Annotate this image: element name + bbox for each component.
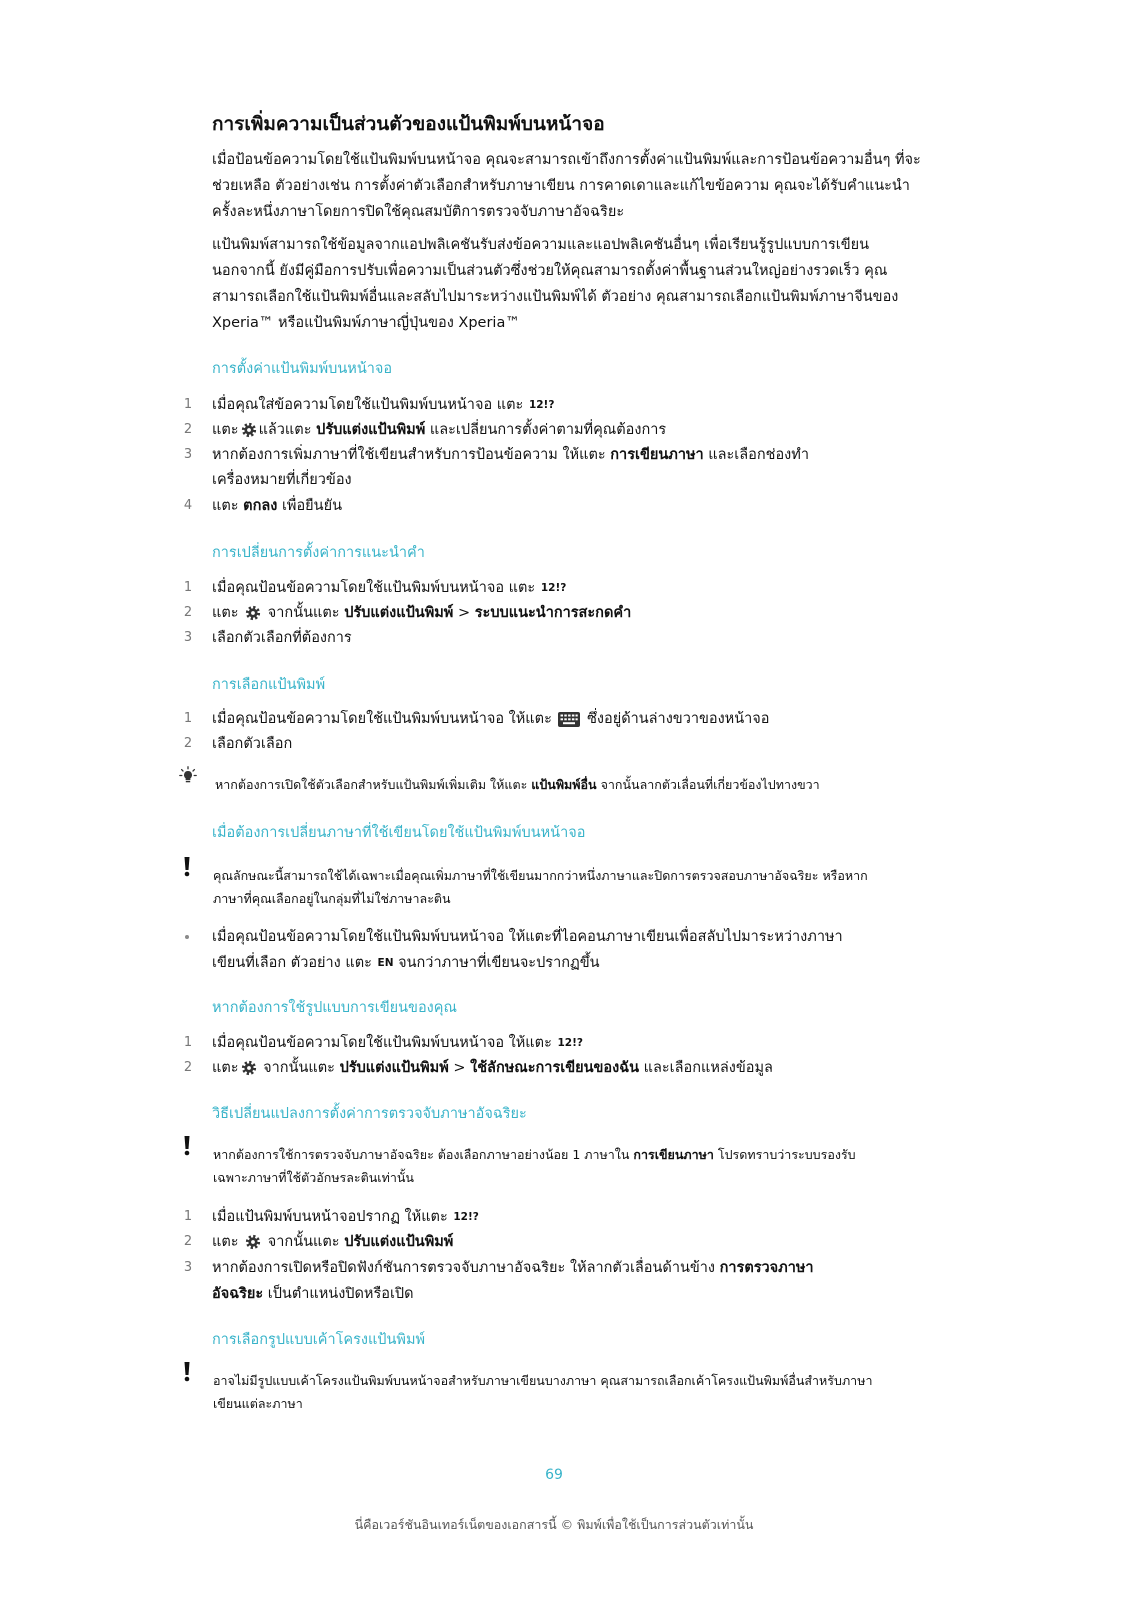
note-text-line: คุณลักษณะนี้สามารถใช้ได้เฉพาะเมื่อคุณเพิ่มภาษาที่ใช้เขียนมากกว่าหนึ่งภาษาและปิดการตรวจสอบภาษาอัจฉริยะ หรือหาก [213,868,868,883]
step-text-segment: หากต้องการเพิ่มภาษาที่ใช้เขียนสำหรับการป้อนข้อความ ให้แตะ [212,447,611,463]
step-text [212,393,554,417]
step-text [212,418,666,442]
step-number: 4 [183,498,193,513]
intro-paragraph-2-line: สามารถเลือกใช้แป้นพิมพ์อื่นและสลับไปมาระหว่างแป้นพิมพ์ได้ ตัวอย่าง คุณสามารถเลือกแป้นพิมพ์ภาษาจีนของ [212,289,899,305]
exclamation-note-icon [183,1136,191,1156]
step-text [212,601,631,625]
tip-text-segment: หากต้องการเปิดใช้ตัวเลือกสำหรับแป้นพิมพ์เพิ่มเติม ให้แตะ [215,777,532,792]
step-text-segment: แตะ [212,1060,239,1076]
step-text-segment: เมื่อคุณใส่ข้อความโดยใช้แป้นพิมพ์บนหน้าจอ แตะ [212,397,528,413]
note-text-segment: โปรดทราบว่าระบบรองรับ [713,1147,856,1162]
section-heading: การเปลี่ยนการตั้งค่าการแนะนำคำ [212,545,425,561]
menu-name-bold: ปรับแต่งแป้นพิมพ์ [339,1060,449,1076]
menu-name-bold: ปรับแต่งแป้นพิมพ์ [344,1234,454,1250]
menu-name-bold: ใช้ลักษณะการเขียนของฉัน [470,1060,640,1076]
step-text-segment: และเลือกแหล่งข้อมูล [639,1060,773,1076]
step-text-segment: แตะ [212,605,244,621]
step-number: 2 [183,736,193,751]
step-text-segment: และเลือกช่องทำ [703,447,809,463]
gear-icon [245,1234,261,1250]
menu-name-bold: ปรับแต่งแป้นพิมพ์ [344,605,454,621]
step-number: 1 [183,1209,193,1224]
intro-paragraph-1-line: เมื่อป้อนข้อความโดยใช้แป้นพิมพ์บนหน้าจอ คุณจะสามารถเข้าถึงการตั้งค่าแป้นพิมพ์และการป้อนข้อความอื่นๆ ที่จะ [212,152,921,168]
menu-name-bold: อัจฉริยะ [212,1286,264,1302]
note-text-line: เขียนแต่ละภาษา [213,1396,303,1411]
menu-name-bold: การเขียนภาษา [633,1147,714,1162]
step-text-continuation: เครื่องหมายที่เกี่ยวข้อง [212,472,352,488]
note-text-line [213,1143,856,1167]
step-text-segment: แตะ [212,1234,244,1250]
step-number: 1 [183,397,193,412]
step-text-segment: จากนั้นแตะ [263,605,345,621]
menu-name-bold: แป้นพิมพ์อื่น [531,777,597,792]
lightbulb-tip-icon [179,766,197,784]
section-heading: หากต้องการใช้รูปแบบการเขียนของคุณ [212,1000,457,1016]
step-text-segment: ซึ่งอยู่ด้านล่างขวาของหน้าจอ [582,711,770,727]
intro-paragraph-2-line: แป้นพิมพ์สามารถใช้ข้อมูลจากแอปพลิเคชันรับส่งข้อความและแอปพลิเคชันอื่นๆ เพื่อเรียนรู้รูปแบบการเขียน [212,237,870,253]
exclamation-note-icon [183,1362,191,1382]
note-text-line: เฉพาะภาษาที่ใช้ตัวอักษรละตินเท่านั้น [213,1170,414,1185]
step-number: 3 [183,447,193,462]
section-heading: วิธีเปลี่ยนแปลงการตั้งค่าการตรวจจับภาษาอัจฉริยะ [212,1106,527,1122]
list-bullet [185,935,189,939]
step-text: เลือกตัวเลือกที่ต้องการ [212,630,352,646]
step-text-segment: จากนั้นแตะ [258,1060,340,1076]
gear-icon [245,605,261,621]
gear-icon [241,422,257,438]
page-footer: นี่คือเวอร์ชันอินเทอร์เน็ตของเอกสารนี้ © พิมพ์เพื่อใช้เป็นการส่วนตัวเท่านั้น [354,1517,754,1532]
step-text-segment: เป็นตำแหน่งปิดหรือเปิด [263,1286,414,1302]
section-heading: การตั้งค่าแป้นพิมพ์บนหน้าจอ [212,361,393,377]
menu-name-bold: การเขียนภาษา [610,447,704,463]
tip-text-segment: จากนั้นลากตัวเลื่อนที่เกี่ยวข้องไปทางขวา [596,777,820,792]
step-text-segment: แล้วแตะ [258,422,317,438]
step-text-segment: เมื่อแป้นพิมพ์บนหน้าจอปรากฏ ให้แตะ [212,1209,453,1225]
menu-separator: > [453,605,475,621]
step-number: 2 [183,1234,193,1249]
keyboard-icon [558,712,580,727]
step-number: 1 [183,580,193,595]
intro-paragraph-1-line: ช่วยเหลือ ตัวอย่างเช่น การตั้งค่าตัวเลือกสำหรับภาษาเขียน การคาดเดาและแก้ไขข้อความ คุณจะได้รับคำแนะนำ [212,178,910,194]
bullet-text-segment: เขียนที่เลือก ตัวอย่าง แตะ [212,955,377,971]
page-number: 69 [545,1467,563,1483]
step-text [212,576,566,600]
tip-text [215,773,820,797]
language-key-label: EN [377,957,394,969]
symbols-key-label: 12!? [453,1211,479,1223]
step-text-segment: เมื่อคุณป้อนข้อความโดยใช้แป้นพิมพ์บนหน้าจอ ให้แตะ [212,1035,557,1051]
section-heading: การเลือกรูปแบบเค้าโครงแป้นพิมพ์ [212,1332,426,1348]
menu-separator: > [448,1060,471,1076]
step-text-segment: และเปลี่ยนการตั้งค่าตามที่คุณต้องการ [425,422,667,438]
section-heading: เมื่อต้องการเปลี่ยนภาษาที่ใช้เขียนโดยใช้แป้นพิมพ์บนหน้าจอ [212,825,586,841]
step-number: 3 [183,630,193,645]
step-text: เลือกตัวเลือก [212,736,293,752]
step-text-segment: จากนั้นแตะ [263,1234,345,1250]
exclamation-note-icon [183,857,191,877]
intro-paragraph-1-line: ครั้งละหนึ่งภาษาโดยการปิดใช้คุณสมบัติการตรวจจับภาษาอัจฉริยะ [212,204,625,220]
bullet-text-segment: จนกว่าภาษาที่เขียนจะปรากฏขึ้น [393,955,600,971]
note-text-segment: หากต้องการใช้การตรวจจับภาษาอัจฉริยะ ต้องเลือกภาษาอย่างน้อย 1 ภาษาใน [213,1147,634,1162]
step-number: 2 [183,605,193,620]
step-number: 2 [183,422,193,437]
step-number: 1 [183,711,193,726]
step-text [212,1205,479,1229]
step-text [212,1031,583,1055]
step-text-segment: เมื่อคุณป้อนข้อความโดยใช้แป้นพิมพ์บนหน้าจอ ให้แตะ [212,711,557,727]
page-title: การเพิ่มความเป็นส่วนตัวของแป้นพิมพ์บนหน้าจอ [212,113,605,135]
menu-name-bold: การตรวจภาษา [719,1260,814,1276]
step-text-segment: หากต้องการเปิดหรือปิดฟังก์ชันการตรวจจับภาษาอัจฉริยะ ให้ลากตัวเลื่อนด้านข้าง [212,1260,720,1276]
step-number: 3 [183,1260,193,1275]
step-text-segment: เพื่อยืนยัน [277,498,342,514]
bullet-text: เมื่อคุณป้อนข้อความโดยใช้แป้นพิมพ์บนหน้าจอ ให้แตะที่ไอคอนภาษาเขียนเพื่อสลับไปมาระหว่างภาษา [212,929,843,945]
intro-paragraph-2-line: นอกจากนี้ ยังมีคู่มือการปรับเพื่อความเป็นส่วนตัวซึ่งช่วยให้คุณสามารถตั้งค่าพื้นฐานส่วนใหญ่อย่างรวดเร็ว คุณ [212,263,888,279]
intro-paragraph-2-line: Xperia™ หรือแป้นพิมพ์ภาษาญี่ปุ่นของ Xperia™ [212,315,520,331]
note-text-line: ภาษาที่คุณเลือกอยู่ในกลุ่มที่ไม่ใช่ภาษาละติน [213,891,451,906]
note-text-line: อาจไม่มีรูปแบบเค้าโครงแป้นพิมพ์บนหน้าจอสำหรับภาษาเขียนบางภาษา คุณสามารถเลือกเค้าโครงแป้นพิมพ์อื่นสำหรับภาษา [213,1373,873,1388]
step-text [212,707,770,731]
step-text-continuation [212,1282,414,1306]
step-text [212,443,809,467]
step-text [212,494,342,518]
step-text-segment: แตะ [212,498,244,514]
symbols-key-label: 12!? [557,1037,583,1049]
step-number: 1 [183,1035,193,1050]
menu-name-bold: ระบบแนะนำการสะกดคำ [474,605,632,621]
bullet-text-continuation [212,951,600,975]
step-text-segment: เมื่อคุณป้อนข้อความโดยใช้แป้นพิมพ์บนหน้าจอ แตะ [212,580,540,596]
menu-name-bold: ปรับแต่งแป้นพิมพ์ [316,422,426,438]
menu-name-bold: ตกลง [243,498,278,514]
symbols-key-label: 12!? [528,399,555,411]
gear-icon [241,1060,257,1076]
step-text [212,1056,773,1080]
section-heading: การเลือกแป้นพิมพ์ [212,677,326,693]
symbols-key-label: 12!? [540,582,567,594]
step-text-segment: แตะ [212,422,239,438]
step-text [212,1230,453,1254]
step-number: 2 [183,1060,193,1075]
step-text [212,1256,814,1280]
